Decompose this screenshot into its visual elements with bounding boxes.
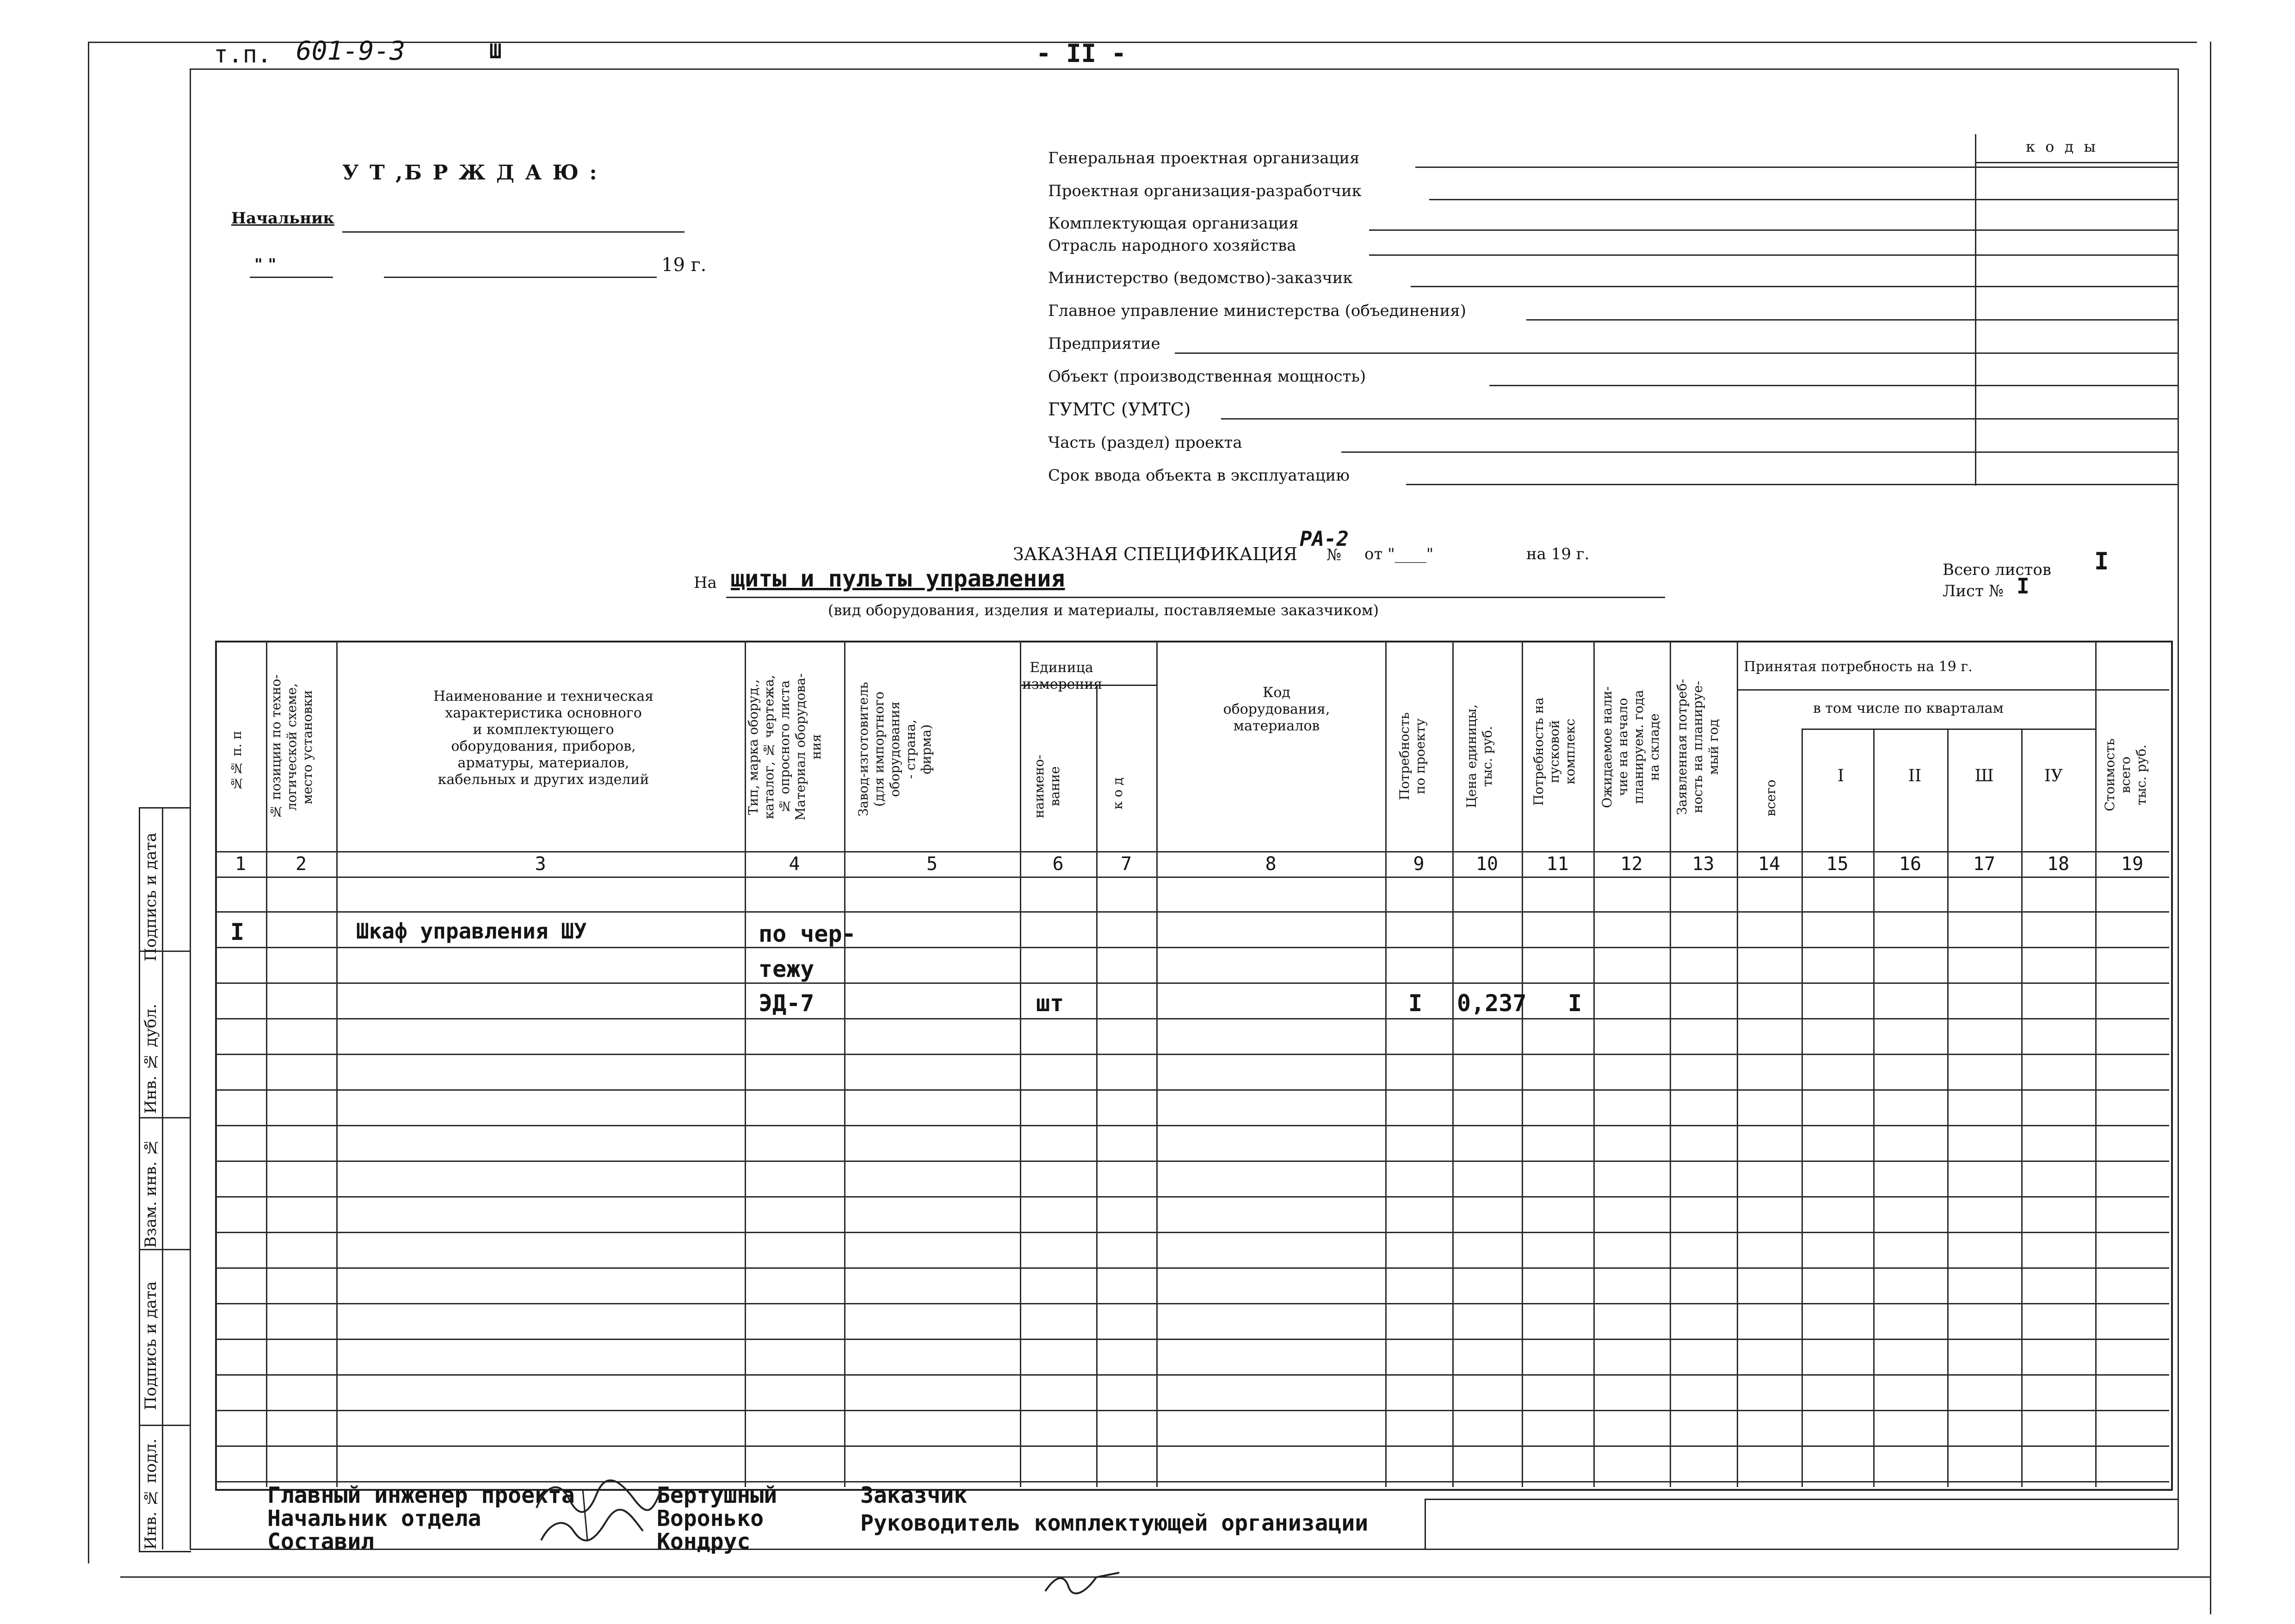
col-header-7: к о д: [1110, 777, 1125, 809]
table-col-line: [1801, 729, 1803, 1487]
col-header-6: наимено- вание: [1031, 754, 1062, 818]
table-row-line: [215, 982, 2169, 984]
sheet-label: Лист №: [1943, 582, 2004, 600]
col-header-1: №№ п. п: [229, 730, 244, 791]
column-number-6: 6: [1052, 853, 1064, 875]
row-1-num: I: [230, 919, 245, 945]
row-2-type: тежу: [759, 956, 814, 982]
table-col-line: [2021, 729, 2023, 1487]
table-row-line: [215, 1303, 2169, 1304]
col-header-18: IУ: [2044, 766, 2063, 785]
approval-position: Начальник: [231, 209, 334, 228]
outer-frame-bottom: [120, 1576, 2211, 1578]
approval-date-quotes: " ": [254, 255, 277, 274]
org-row: Главное управление министерства (объединения): [1048, 302, 1467, 320]
column-number-17: 17: [1973, 853, 1996, 875]
table-col-line: [1593, 641, 1595, 1487]
spec-for-value: щиты и пульты управления: [731, 565, 1065, 592]
table-row-line: [215, 1125, 2169, 1126]
footer-right-line: Руководитель комплектующей организации: [860, 1510, 1369, 1536]
spec-for-label: На: [694, 574, 717, 592]
row-1-type: по чер-: [759, 920, 856, 947]
need-group-line: [1737, 689, 2169, 691]
org-row-line: [1369, 229, 2178, 231]
org-row: Отрасль народного хозяйства: [1048, 236, 1296, 255]
column-number-9: 9: [1413, 853, 1425, 875]
inner-frame-right: [2178, 68, 2179, 1549]
column-number-10: 10: [1475, 853, 1499, 875]
row-1-name: Шкаф управления ШУ: [356, 919, 587, 944]
sidebar-label: Инв. № дубл.: [142, 1004, 160, 1114]
sidebar-label: Подпись и дата: [142, 1281, 160, 1410]
spec-subtitle: (вид оборудования, изделия и материалы, поставляемые заказчиком): [828, 601, 1379, 619]
col-header-16: II: [1908, 766, 1922, 785]
column-number-3: 3: [535, 853, 546, 875]
total-sheets-label: Всего листов: [1943, 561, 2051, 579]
org-row-line: [1415, 167, 2178, 168]
spec-for-line: [726, 597, 1665, 598]
spec-number-label: №: [1326, 546, 1342, 564]
tp-number: 601-9-3: [296, 36, 406, 66]
column-number-18: 18: [2047, 853, 2070, 875]
sidebar-label: Инв. № подл.: [142, 1439, 160, 1550]
approval-month-line: [384, 277, 657, 278]
approval-title: У Т ,Б Р Ж Д А Ю :: [342, 161, 599, 185]
org-row: Часть (раздел) проекта: [1048, 433, 1242, 452]
sidebar-divider: [139, 1117, 190, 1118]
column-number-11: 11: [1546, 853, 1569, 875]
org-row: Предприятие: [1048, 334, 1160, 353]
spec-year-label: на 19 г.: [1526, 545, 1590, 563]
colnum-bottom-line: [215, 877, 2169, 878]
table-row-line: [215, 1410, 2169, 1411]
table-row-line: [215, 1054, 2169, 1055]
table-col-line: [1096, 685, 1098, 1487]
codes-box-left: [1975, 134, 1976, 486]
table-col-line: [844, 641, 845, 1487]
sidebar-label: Взам. инв. №: [142, 1138, 160, 1248]
quarters-group-line: [1801, 729, 2095, 730]
col-header-9: Потребность по проекту: [1397, 712, 1428, 801]
sidebar-inner-divider: [162, 807, 163, 1550]
column-number-19: 19: [2121, 853, 2144, 875]
table-col-line: [1385, 641, 1387, 1487]
table-row-line: [215, 1232, 2169, 1233]
table-col-line: [1522, 641, 1523, 1487]
approval-year-label: 19 г.: [661, 254, 707, 276]
column-number-2: 2: [295, 853, 307, 875]
org-row-line: [1341, 451, 2178, 453]
footer-name: Кондрус: [657, 1529, 751, 1555]
col-header-11: Потребность на пусковой комплекс: [1531, 697, 1578, 806]
col-header-4: Тип, марка оборуд., каталог, № чертежа, № опросного листа Материал оборудова- ния: [746, 673, 824, 821]
table-row-line: [215, 1089, 2169, 1091]
col-header-19: Стоимость всего тыс. руб.: [2102, 738, 2149, 811]
tp-suffix: Ш: [489, 40, 502, 63]
table-col-line: [1452, 641, 1454, 1487]
need-group-header: Принятая потребность на 19 г.: [1744, 659, 1973, 675]
table-row-line: [215, 1161, 2169, 1162]
col-header-12: Ожидаемое нали- чие на начало планируем. года на складе: [1599, 686, 1662, 808]
codes-title: к о д ы: [2026, 138, 2098, 155]
col-header-14: всего: [1763, 779, 1778, 816]
footer-right-line: Заказчик: [860, 1482, 968, 1508]
sidebar-label: Подпись и дата: [142, 833, 160, 962]
spec-from-label: от "____": [1364, 545, 1434, 563]
row-3-qty: I: [1408, 990, 1423, 1017]
column-number-1: 1: [234, 853, 247, 875]
table-row-line: [215, 1196, 2169, 1198]
org-row: Генеральная проектная организация: [1048, 149, 1360, 167]
col-header-13: Заявленная потреб- ность на планируе- мый год: [1674, 679, 1721, 815]
footer-role: Составил: [267, 1529, 375, 1555]
column-number-14: 14: [1758, 853, 1781, 875]
table-row-line: [215, 1339, 2169, 1340]
table-col-line: [1670, 641, 1671, 1487]
column-number-13: 13: [1692, 853, 1715, 875]
footer-name: Воронько: [657, 1506, 764, 1531]
spec-number-value: РА-2: [1300, 527, 1349, 551]
col-header-2: № позиции по техно- логической схеме, место установки: [268, 674, 315, 820]
handwritten-signatures: [527, 1471, 666, 1550]
column-number-16: 16: [1899, 853, 1922, 875]
table-col-line: [1947, 729, 1949, 1487]
org-row: ГУМТС (УМТС): [1048, 399, 1191, 420]
table-row-line: [215, 1445, 2169, 1447]
outer-frame-right: [2210, 42, 2211, 1614]
table-col-line: [2095, 641, 2097, 1487]
table-row-line: [215, 1267, 2169, 1269]
inner-frame-top: [190, 68, 2178, 70]
column-number-4: 4: [789, 853, 800, 875]
org-row: Проектная организация-разработчик: [1048, 182, 1362, 200]
column-number-12: 12: [1620, 853, 1643, 875]
row-3-launch: I: [1568, 990, 1582, 1017]
total-sheets-value: I: [2094, 548, 2109, 575]
codes-title-line: [1975, 162, 2178, 163]
column-number-7: 7: [1120, 853, 1132, 875]
row-3-type: ЭД-7: [759, 990, 814, 1017]
table-row-line: [215, 947, 2169, 948]
org-row-line: [1221, 418, 2178, 420]
org-row-line: [1526, 319, 2178, 321]
column-number-5: 5: [926, 853, 938, 875]
outer-frame-left: [88, 42, 89, 1563]
org-row-line: [1369, 254, 2178, 256]
table-row-line: [215, 1018, 2169, 1019]
row-3-unit: шт: [1036, 990, 1064, 1017]
page-number: - II -: [1036, 39, 1127, 68]
org-row: Комплектующая организация: [1048, 214, 1299, 233]
table-col-line: [266, 641, 267, 1487]
footer-name: Бертушный: [657, 1482, 777, 1508]
table-col-line: [1020, 641, 1021, 1487]
col-header-8: Код оборудования, материалов: [1223, 685, 1330, 734]
table-col-line: [1737, 641, 1738, 1487]
col-header-3: Наименование и техническая характеристика основного и комплектующего оборудования, приборов, арматуры, материалов, кабельных и других изделий: [433, 688, 654, 788]
org-row-line: [1175, 352, 2178, 354]
table-col-line: [336, 641, 338, 1487]
org-row-line: [1411, 286, 2178, 287]
table-col-line: [1156, 641, 1158, 1487]
sidebar-divider: [139, 1249, 190, 1250]
column-number-15: 15: [1826, 853, 1849, 875]
table-row-line: [215, 911, 2169, 913]
header-bottom-line: [215, 851, 2169, 852]
bottom-scribble: [1041, 1568, 1124, 1596]
unit-group-header: Единица измерения: [1022, 660, 1103, 692]
org-row: Срок ввода объекта в эксплуатацию: [1048, 466, 1350, 485]
footer-role: Главный инженер проекта: [267, 1482, 575, 1508]
col-header-17: Ш: [1974, 766, 1994, 785]
approval-signature-line: [342, 231, 685, 233]
row-3-price: 0,237: [1457, 990, 1527, 1017]
sheet-value: I: [2017, 574, 2030, 599]
col-header-10: Цена единицы, тыс. руб.: [1464, 704, 1495, 809]
org-row: Министерство (ведомство)-заказчик: [1048, 269, 1353, 287]
org-row-line: [1406, 484, 2178, 485]
table-row-line: [215, 1374, 2169, 1376]
footer-box: [1425, 1499, 2179, 1550]
tp-label: т.п.: [214, 41, 272, 68]
org-row: Объект (производственная мощность): [1048, 367, 1366, 386]
spec-title: ЗАКАЗНАЯ СПЕЦИФИКАЦИЯ: [1013, 544, 1298, 564]
column-number-8: 8: [1265, 853, 1277, 875]
table-col-line: [1873, 729, 1875, 1487]
sidebar-divider: [139, 1425, 190, 1426]
org-row-line: [1429, 199, 2178, 200]
quarters-group-header: в том числе по кварталам: [1813, 700, 2004, 716]
col-header-15: I: [1837, 766, 1845, 785]
org-row-line: [1489, 385, 2178, 386]
footer-role: Начальник отдела: [267, 1506, 481, 1531]
approval-day-line: [250, 277, 333, 278]
col-header-5: Завод-изготовитель (для импортного оборудования - страна, фирма): [856, 682, 934, 817]
